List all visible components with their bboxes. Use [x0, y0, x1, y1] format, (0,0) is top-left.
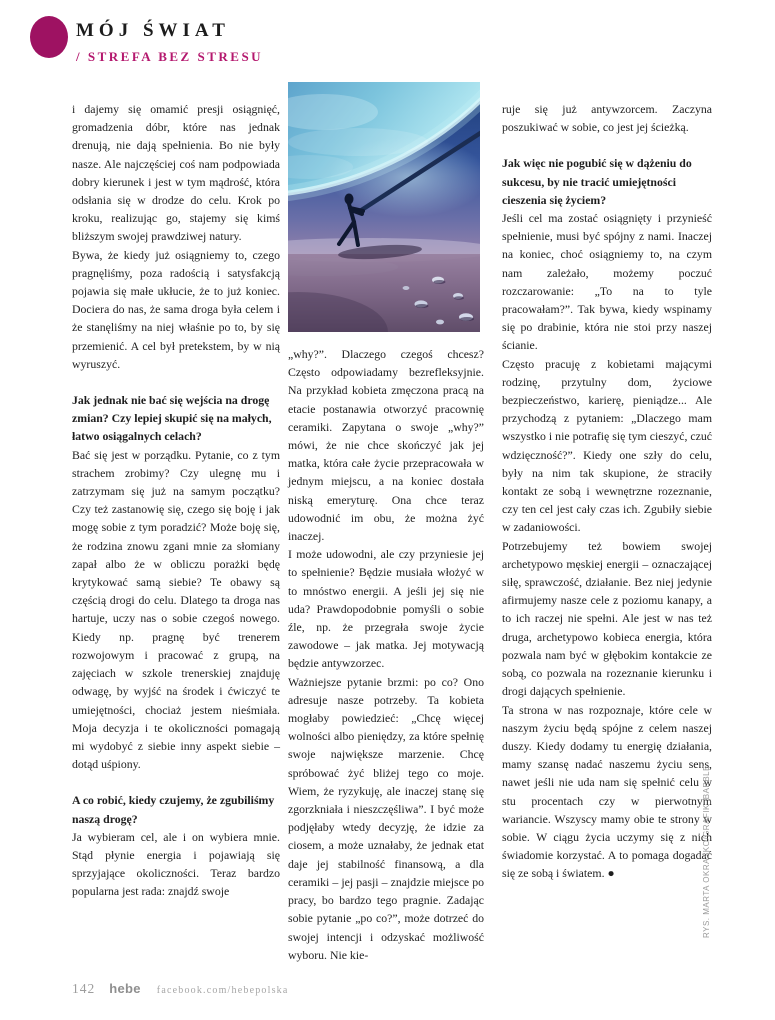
column-2 — [288, 100, 484, 964]
paragraph: ruje się już antywzorcem. Zaczyna poszukiwać w sobie, co jest jej ścieżką. — [502, 102, 712, 135]
article-columns — [72, 100, 712, 964]
column-1 — [72, 100, 280, 901]
page-footer — [72, 981, 289, 997]
paragraph: I może udowodni, ale czy przyniesie jej to spełnienie? Będzie musiała włożyć w to mnóstwo energii. A jeśli jej się nie uda? Prawdopodobnie pomyśli o sobie źle, np. że przegrała swoje życie zawodowe – jak matka. Jej motywacją będzie antywzorzec. — [288, 547, 484, 671]
paragraph: Bywa, że kiedy już osiągniemy to, czego pragnęliśmy, poza radością i satysfakcją pojawia się małe ukłucie, że to już koniec. Dociera do nas, że sama droga była celem i że stanęliśmy na niej właśnie po to, by się przemienić. A cel był pretekstem, by w nią wyruszyć. — [72, 247, 280, 371]
hebe-logo: hebe — [109, 981, 141, 996]
paragraph: „why?”. Dlaczego czegoś chcesz? Często odpowiadamy bezrefleksyjnie. Na przykład kobieta zmęczona pracą na etacie postanawia otworzyć pracownię ceramiki. Zapytana o swoje „why?” mówi, że nie chce skończyć jak jej matka, która całe życie przepracowała w jednym miejscu, a na koniec dostała niską emeryturę. Ona chce teraz udowodnić im obu, że można żyć inaczej. — [288, 347, 484, 544]
article-illustration — [288, 82, 480, 332]
paragraph: Ważniejsze pytanie brzmi: po co? Ono adresuje nasze potrzeby. Ta kobieta mogłaby powiedzieć: „Chcę więcej wolności albo pieniędzy, za które spełnię swoje największe marzenie. Chcę spróbować żyć bliżej tego co moje. Wiem, że ryzykuję, ale inaczej stanę się zgorzkniała i nieszczęśliwa”. I być może podjęłaby wtedy decyzję, że idzie za ciosem, a może uznałaby, że jednak etat daje jej stabilność finansową, a dla ceramiki – jej pasji – znajdzie miejsce po pracy, bo bardzo tego pragnie. Zadając sobie pytanie „po co?”, może dotrzeć do swojej intencji i odzyskać możliwość wyboru. Nie kie- — [288, 674, 484, 962]
facebook-url: facebook.com/hebepolska — [156, 985, 289, 996]
paragraph: Potrzebujemy też bowiem swojej archetypowo męskiej energii – oznaczającej siłę, sprawczość, działanie. Bez niej jedynie afirmujemy nasze cele z poziomu kanapy, a to ich raczej nie spełni. Ale jest w nas też druga, archetypowo kobieca energia, która pozwala nam być w głębokim kontakcie ze sobą, co pozwala na rozeznanie kierunku i drogi dających spełnienie. — [502, 538, 712, 699]
paragraph: Ta strona w nas rozpoznaje, które cele w naszym życiu będą spójne z celem naszej duszy. Kiedy dodamy tu energię działania, mamy szansę nadać naszemu życiu sens, nawet jeśli nie uda nam się spełnić celu w stu procentach czy w pierwotnym wariancie. Wszyscy mamy obie te strony w sobie. W ciągu życia uczymy się z nich świadomie korzystać. A to pomaga dogadać się ze sobą i światem. ● — [502, 702, 712, 881]
magenta-dot-icon — [30, 16, 68, 58]
page-number: 142 — [72, 981, 96, 996]
paragraph: Często pracuję z kobietami mającymi rodzinę, przytulny dom, życiowe bezpieczeństwo, karierę, pieniądze... Ale przychodzą z pytaniem: „Dlaczego mam wszystko i nie potrafię się tym cieszyć, czuć wdzięczność?”. Kiedy one szły do celu, były na nim tak skupione, że straciły kontakt ze sobą i wewnętrzne rozeznanie, czy ten cel jest cały czas ich. Zgubiły siebie w zadaniowości. — [502, 356, 712, 535]
section-heading: Jak więc nie pogubić się w dążeniu do sukcesu, by nie tracić umiejętności cieszenia się życiem? — [502, 156, 692, 207]
paragraph: Ja wybieram cel, ale i on wybiera mnie. Stąd płynie energia i pojawiają się sprzyjające okoliczności. Teraz bardzo popularna jest rada: znajdź swoje — [72, 829, 280, 899]
paragraph: Bać się jest w porządku. Pytanie, co z tym strachem zrobimy? Czy ulegnę mu i zatrzymam się już na samym początku? Czy też zastanowię się, czego się boję i jak mogę sobie z tym poradzić? Może boję się, że rodzina znowu zgani mnie za słomiany zapał albo że w obliczu porażki będę krytykować samą siebie? Te obawy są częścią drogi do celu. Dlatego ta droga nas hartuje, uczy nas o sobie czegoś nowego. Kiedy np. pragnę być trenerem rozwojowym i pracować z grupą, na zajęciach w szkole trenerskiej znajduję odwagę, by wyjść na środek i ćwiczyć te umiejętności, chociaż jestem nieśmiała. Moja decyzja i te okoliczności pomagają mi wydobyć z siebie inny aspekt siebie – dotąd uśpiony. — [72, 447, 280, 772]
section-heading: Jak jednak nie bać się wejścia na drogę zmian? Czy lepiej skupić się na małych, łatwo osiągalnych celach? — [72, 393, 272, 444]
illustration-art — [288, 82, 480, 332]
paragraph: Jeśli cel ma zostać osiągnięty i przynieść spełnienie, musi być spójny z nami. Inaczej na koniec, choć osiągniemy to, na czym nam zależało, możemy poczuć rozczarowanie: „To na to tyle pracowałam?”. Tak bywa, kiedy wspinamy się po drabinie, która nie stoi przy naszej ścianie. — [502, 211, 712, 353]
section-heading: A co robić, kiedy czujemy, że zgubiliśmy naszą drogę? — [72, 793, 275, 826]
paragraph: i dajemy się omamić presji osiągnięć, gromadzenia dóbr, które nas jednak drenują, nie dają spełnienia. Bo nie były nasze. Ale najczęściej coś nam podpowiada dobry kierunek i jest w tym mądrość, która odsłania się w drodze do celu. Krok po kroku, realizując go, stajemy się kimś bliższym swojej prawdziwej natury. — [72, 102, 280, 244]
column-3 — [502, 100, 712, 883]
section-title: MÓJ ŚWIAT — [76, 20, 230, 41]
section-subtitle: / STREFA BEZ STRESU — [76, 49, 264, 64]
illustration-credit: RYS. MARTA OKRASKO/GRAFIK_BABBLE — [702, 765, 711, 938]
